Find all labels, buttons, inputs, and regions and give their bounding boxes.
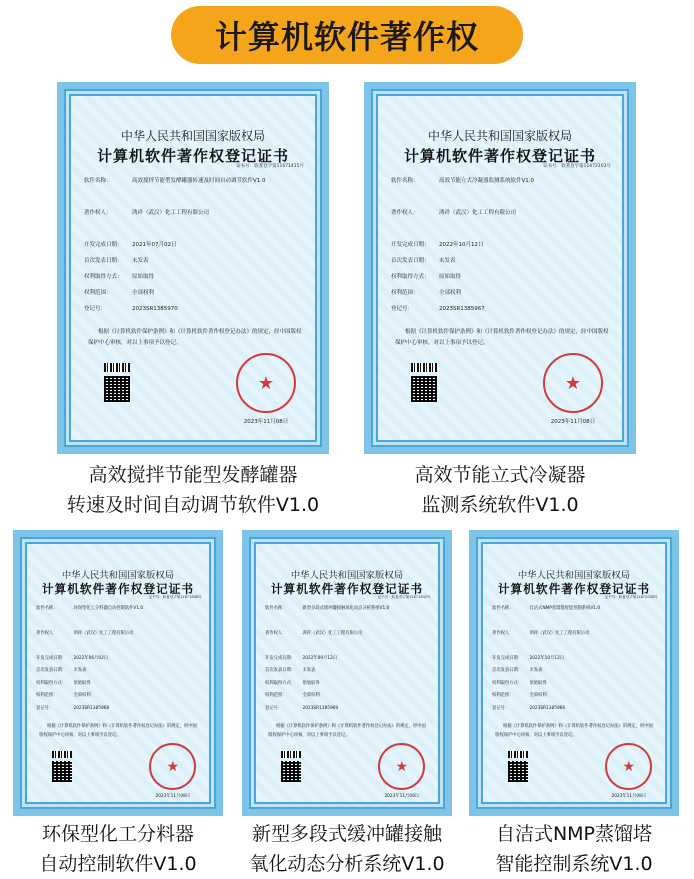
certificate-field xyxy=(265,631,431,637)
caption-line: 转速及时间自动调节软件V1.0 xyxy=(66,494,320,516)
official-seal xyxy=(378,743,425,790)
certificate-title: 计算机软件著作权登记证书 xyxy=(96,147,289,165)
field-label: 软件名称： xyxy=(36,606,58,612)
certificate-field xyxy=(391,177,611,185)
field-label: 权利范围： xyxy=(265,693,287,699)
certificate-number: 证书号：软著登字第11672058号 xyxy=(604,595,658,600)
field-label: 软件名称： xyxy=(265,606,287,612)
field-value: 全部权利 xyxy=(302,693,320,699)
caption-line: 氧化动态分析系统V1.0 xyxy=(249,853,445,875)
field-value: 新型多段式缓冲罐接触氧化动态分析系统V1.0 xyxy=(302,606,390,612)
certificate-field xyxy=(492,668,658,674)
issue-date: 2023年11月08日 xyxy=(155,794,191,800)
certificate-card xyxy=(469,530,679,816)
certificate-field xyxy=(492,706,658,712)
certificate-title: 计算机软件著作权登记证书 xyxy=(403,147,596,165)
certificate-field xyxy=(265,681,431,687)
field-label: 著作权人： xyxy=(265,631,287,637)
field-label: 著作权人： xyxy=(36,631,58,637)
official-seal xyxy=(149,743,196,790)
certificate-field xyxy=(265,693,431,699)
certificate-field xyxy=(391,241,611,249)
field-label: 权利范围： xyxy=(492,693,514,699)
field-label: 著作权人： xyxy=(84,210,112,216)
title-banner xyxy=(171,6,523,64)
certificate-field xyxy=(265,606,431,612)
certificate-card xyxy=(13,530,223,816)
official-seal xyxy=(236,353,296,413)
seal-star-icon: ★ xyxy=(395,758,409,775)
qr-code xyxy=(411,376,437,402)
certificate-statement: 根据《计算机软件保护条例》和《计算机软件著作权登记办法》的规定，经中国版权保护中心审核，对以上事项予以登记。 xyxy=(395,329,609,346)
certificate-caption xyxy=(43,460,343,520)
issue-date: 2023年11月08日 xyxy=(611,794,647,800)
field-label: 首次发表日期： xyxy=(84,258,123,264)
seal-star-icon: ★ xyxy=(564,372,582,394)
field-label: 开发完成日期： xyxy=(36,656,67,661)
field-value: 全部权利 xyxy=(529,693,547,699)
certificate-caption xyxy=(8,819,228,879)
certificate-field xyxy=(492,656,658,662)
field-value: 未发表 xyxy=(73,668,87,674)
barcode xyxy=(281,751,301,758)
certificate-field xyxy=(84,241,304,249)
qr-code xyxy=(508,761,528,781)
field-label: 著作权人： xyxy=(492,631,514,637)
field-value: 高效节能立式冷凝器监测系统软件V1.0 xyxy=(439,178,535,184)
field-label: 软件名称： xyxy=(492,606,514,612)
field-label: 登记号： xyxy=(492,705,510,711)
certificate-field xyxy=(36,681,202,687)
field-label: 权利取得方式： xyxy=(265,680,296,686)
field-value: 2022年09月12日 xyxy=(302,656,338,661)
certificate-field xyxy=(391,305,611,313)
field-value: 2023SR1385969 xyxy=(302,705,339,711)
certificate-field xyxy=(36,668,202,674)
field-value: 鸿祥（武汉）化工工程有限公司 xyxy=(73,631,134,637)
field-label: 权利取得方式： xyxy=(84,274,123,280)
certificate-title: 计算机软件著作权登记证书 xyxy=(497,582,651,597)
field-value: 未发表 xyxy=(439,258,456,264)
certificate-field xyxy=(492,631,658,637)
issue-date: 2023年11月08日 xyxy=(384,794,420,800)
field-value: 鸿祥（武汉）化工工程有限公司 xyxy=(529,631,590,637)
certificate-caption xyxy=(350,460,650,520)
field-value: 环保型化工分料器自动控制软件V1.0 xyxy=(73,606,144,612)
certificate-field xyxy=(84,273,304,281)
field-label: 软件名称： xyxy=(391,178,419,184)
certificate-field xyxy=(36,606,202,612)
certificate-field xyxy=(84,289,304,297)
field-label: 登记号： xyxy=(391,306,414,312)
field-value: 2023SR1385966 xyxy=(529,705,566,711)
field-label: 首次发表日期： xyxy=(265,668,296,674)
certificate-card xyxy=(242,530,452,816)
field-label: 开发完成日期： xyxy=(391,242,430,248)
issue-date: 2023年11月08日 xyxy=(550,419,596,425)
qr-code xyxy=(52,761,72,781)
field-value: 2022年10月12日 xyxy=(529,656,565,661)
field-label: 首次发表日期： xyxy=(391,258,430,264)
qr-code xyxy=(281,761,301,781)
caption-line: 环保型化工分料器 xyxy=(41,823,194,845)
field-label: 权利范围： xyxy=(84,290,112,296)
certificate-number: 证书号：软著登字第11671632号 xyxy=(377,595,431,600)
certificate-caption xyxy=(237,819,457,879)
certificate-field xyxy=(265,656,431,662)
field-value: 2023SR1385968 xyxy=(73,705,110,711)
field-value: 全部权利 xyxy=(132,290,155,296)
certificate-field xyxy=(492,681,658,687)
field-label: 权利取得方式： xyxy=(492,680,523,686)
certificate-statement: 根据《计算机软件保护条例》和《计算机软件著作权登记办法》的规定，经中国版权保护中心审核，对以上事项予以登记。 xyxy=(268,724,426,738)
field-value: 原始取得 xyxy=(73,680,91,686)
certificate-statement: 根据《计算机软件保护条例》和《计算机软件著作权登记办法》的规定，经中国版权保护中心审核，对以上事项予以登记。 xyxy=(495,724,653,738)
field-value: 原始取得 xyxy=(302,680,320,686)
caption-line: 智能控制系统V1.0 xyxy=(495,853,653,875)
field-label: 登记号： xyxy=(36,705,54,711)
field-value: 2023SR1385967 xyxy=(439,306,485,312)
certificate-field xyxy=(391,289,611,297)
field-value: 全部权利 xyxy=(439,290,462,296)
field-value: 自洁式NMP蒸馏塔智能控制系统V1.0 xyxy=(529,606,601,612)
field-value: 鸿祥（武汉）化工工程有限公司 xyxy=(302,631,363,637)
caption-line: 监测系统软件V1.0 xyxy=(421,494,579,516)
certificate-statement: 根据《计算机软件保护条例》和《计算机软件著作权登记办法》的规定，经中国版权保护中心审核，对以上事项予以登记。 xyxy=(88,329,302,346)
certificate-paper xyxy=(371,89,629,447)
field-label: 首次发表日期： xyxy=(492,668,523,674)
barcode xyxy=(52,751,72,758)
certificate-field xyxy=(391,273,611,281)
field-label: 权利范围： xyxy=(391,290,419,296)
caption-line: 高效搅拌节能型发酵罐器 xyxy=(88,464,298,486)
seal-star-icon: ★ xyxy=(257,372,275,394)
seal-star-icon: ★ xyxy=(622,758,636,775)
certificate-paper xyxy=(64,89,322,447)
caption-line: 自动控制软件V1.0 xyxy=(39,853,197,875)
barcode xyxy=(508,751,528,758)
field-value: 全部权利 xyxy=(73,693,91,699)
certificate-field xyxy=(492,693,658,699)
certificate-field xyxy=(265,706,431,712)
qr-code xyxy=(104,376,130,402)
certificate-number: 证书号：软著登字第11671608号 xyxy=(148,595,202,600)
caption-line: 高效节能立式冷凝器 xyxy=(414,464,586,486)
certificate-field xyxy=(36,693,202,699)
certificate-number: 证书号：软著登字第11672103号 xyxy=(543,164,611,169)
certificate-field xyxy=(84,257,304,265)
field-value: 未发表 xyxy=(132,258,149,264)
issue-date: 2023年11月08日 xyxy=(243,419,289,425)
field-value: 2021年07月02日 xyxy=(132,242,177,248)
issuing-authority: 中华人民共和国国家版权局 xyxy=(290,570,404,582)
certificate-field xyxy=(492,606,658,612)
banner-title: 计算机软件著作权 xyxy=(214,18,479,56)
official-seal xyxy=(605,743,652,790)
certificate-field xyxy=(84,305,304,313)
certificate-field xyxy=(84,209,304,217)
barcode xyxy=(411,363,437,372)
field-value: 原始取得 xyxy=(439,274,462,280)
field-value: 未发表 xyxy=(529,668,543,674)
issuing-authority: 中华人民共和国国家版权局 xyxy=(517,570,631,582)
field-value: 2022年06月02日 xyxy=(73,656,109,661)
seal-star-icon: ★ xyxy=(166,758,180,775)
barcode xyxy=(104,363,130,372)
field-value: 未发表 xyxy=(302,668,316,674)
certificate-title: 计算机软件著作权登记证书 xyxy=(270,582,424,597)
caption-line: 新型多段式缓冲罐接触 xyxy=(251,823,442,845)
certificate-field xyxy=(391,257,611,265)
certificate-title: 计算机软件著作权登记证书 xyxy=(41,582,195,597)
issuing-authority: 中华人民共和国国家版权局 xyxy=(427,129,572,143)
issuing-authority: 中华人民共和国国家版权局 xyxy=(61,570,175,582)
field-label: 开发完成日期： xyxy=(492,656,523,661)
certificate-field xyxy=(36,656,202,662)
issuing-authority: 中华人民共和国国家版权局 xyxy=(120,129,265,143)
field-value: 鸿祥（武汉）化工工程有限公司 xyxy=(132,210,210,216)
field-label: 权利范围： xyxy=(36,693,58,699)
field-label: 首次发表日期： xyxy=(36,668,67,674)
field-value: 高效搅拌节能型发酵罐器转速及时间自动调节软件V1.0 xyxy=(132,178,266,184)
certificate-paper xyxy=(20,537,216,809)
field-value: 鸿祥（武汉）化工工程有限公司 xyxy=(439,210,517,216)
certificate-field xyxy=(265,668,431,674)
certificate-caption xyxy=(464,819,684,879)
certificate-number: 证书号：软著登字第11671415号 xyxy=(236,164,304,169)
field-value: 原始取得 xyxy=(132,274,155,280)
field-label: 登记号： xyxy=(84,306,107,312)
certificate-statement: 根据《计算机软件保护条例》和《计算机软件著作权登记办法》的规定，经中国版权保护中心审核，对以上事项予以登记。 xyxy=(39,724,197,738)
certificate-card xyxy=(57,82,329,454)
certificate-field xyxy=(36,706,202,712)
certificate-paper xyxy=(476,537,672,809)
certificate-field xyxy=(391,209,611,217)
official-seal xyxy=(543,353,603,413)
field-label: 权利取得方式： xyxy=(391,274,430,280)
certificate-field xyxy=(36,631,202,637)
field-value: 原始取得 xyxy=(529,680,547,686)
field-value: 2022年10月12日 xyxy=(439,242,484,248)
field-label: 开发完成日期： xyxy=(84,242,123,248)
field-value: 2023SR1385970 xyxy=(132,306,178,312)
field-label: 登记号： xyxy=(265,705,283,711)
certificate-card xyxy=(364,82,636,454)
field-label: 著作权人： xyxy=(391,210,419,216)
certificate-paper xyxy=(249,537,445,809)
field-label: 权利取得方式： xyxy=(36,680,67,686)
field-label: 软件名称： xyxy=(84,178,112,184)
field-label: 开发完成日期： xyxy=(265,656,296,661)
certificate-field xyxy=(84,177,304,185)
caption-line: 自洁式NMP蒸馏塔 xyxy=(495,823,653,845)
